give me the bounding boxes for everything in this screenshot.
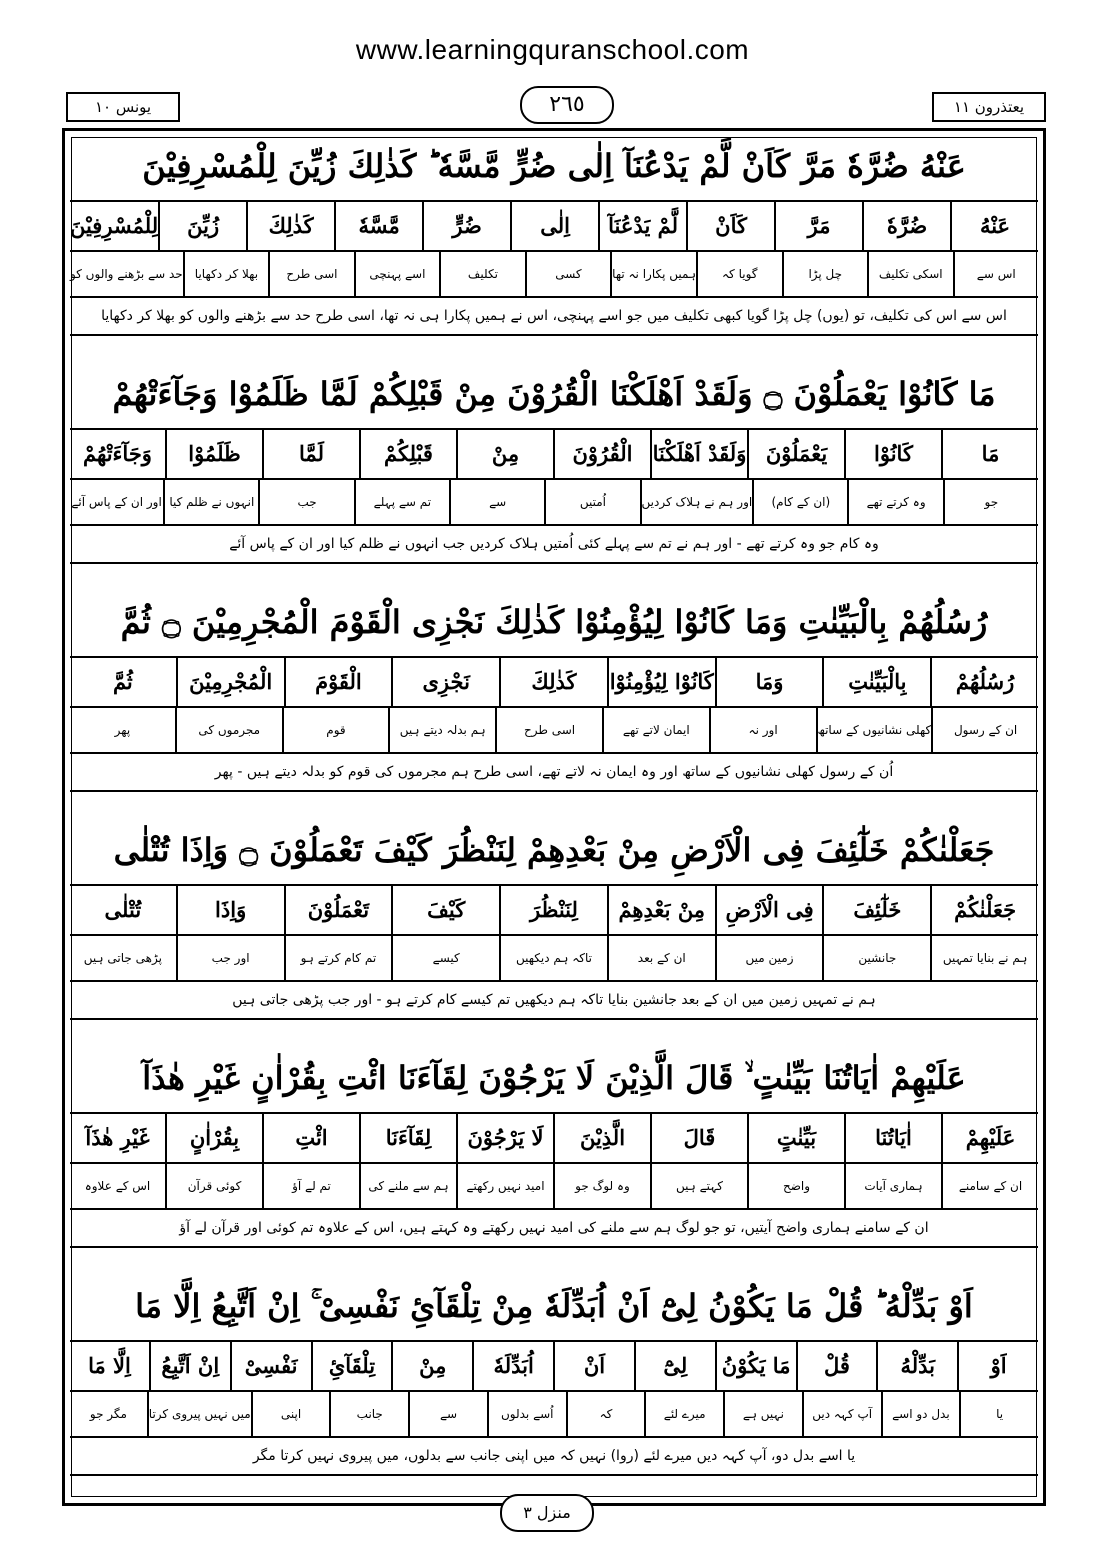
urdu-meaning-cell: جانب bbox=[329, 1392, 408, 1436]
arabic-word-cell: لِقَآءَنَا bbox=[359, 1114, 456, 1162]
urdu-meaning-cell: کھلی نشانیوں کے ساتھ bbox=[816, 708, 932, 752]
urdu-meaning-cell: اس کے علاوہ bbox=[84, 1179, 151, 1193]
urdu-meaning-cell: اس سے bbox=[953, 252, 1039, 296]
arabic-word-cell: مِنْ بَعْدِهِمْ bbox=[607, 886, 715, 934]
urdu-meaning-cell: گویا کہ bbox=[696, 252, 782, 296]
urdu-meaning-cell: یا bbox=[959, 1392, 1038, 1436]
urdu-meaning-cell: تم سے پہلے bbox=[354, 480, 449, 524]
arabic-word-cell: مِنْ bbox=[456, 430, 553, 478]
arabic-word-cell: ثُمَّ bbox=[112, 669, 133, 694]
arabic-word-cell: عَلَيْهِمْ bbox=[941, 1114, 1038, 1162]
urdu-meaning-cell: اسی طرح bbox=[495, 708, 602, 752]
arabic-word-cell: تُتْلٰى bbox=[104, 897, 142, 922]
arabic-verse-line: مَا كَانُوْا يَعْمَلُوْنَ ۝ وَلَقَدْ اَهْلَكْنَا الْقُرُوْنَ مِنْ قَبْلِكُمْ لَمَّا ظَلَمُوْا وَجَآءَتْهُمْ bbox=[112, 375, 996, 413]
urdu-meaning-cell: زمین میں bbox=[715, 936, 823, 980]
urdu-meaning-cell: سے bbox=[449, 480, 544, 524]
urdu-meaning-cell: انہوں نے ظلم کیا bbox=[163, 480, 258, 524]
urdu-meaning-cell: قوم bbox=[282, 708, 389, 752]
translation-text: ان کے سامنے ہماری واضح آیتیں، تو جو لوگ ہم سے ملنے کی امید نہیں رکھتے وہ کہتے ہیں، اس کے علاوہ تم کوئی اور قرآن لے آؤ bbox=[179, 1220, 929, 1236]
arabic-verse-line: اَوْ بَدِّلْهُ ؕ قُلْ مَا يَكُوْنُ لِىْٓ اَنْ اُبَدِّلَهٗ مِنْ تِلْقَآئِ نَفْسِىْ ۚ اِنْ اَتَّبِعُ اِلَّا مَا bbox=[135, 1287, 973, 1325]
urdu-meaning-cell: کہتے ہیں bbox=[650, 1164, 747, 1208]
urdu-meaning-cell: کیسے bbox=[391, 936, 499, 980]
urdu-meaning-cell: امید نہیں رکھتے bbox=[456, 1164, 553, 1208]
arabic-word-cell: مَا bbox=[941, 430, 1038, 478]
urdu-meaning-cell: میرے لئے bbox=[644, 1392, 723, 1436]
arabic-word-cell: نَفْسِىْ bbox=[230, 1342, 311, 1390]
word-row bbox=[70, 1112, 1038, 1162]
arabic-word-cell: وَاِذَا bbox=[176, 886, 284, 934]
urdu-meaning-cell: اسی طرح bbox=[268, 252, 354, 296]
urdu-meaning-cell: جو bbox=[943, 480, 1038, 524]
arabic-verse-line: رُسُلُهُمْ بِالْبَيِّنٰتِ وَمَا كَانُوْا لِيُؤْمِنُوْا كَذٰلِكَ نَجْزِى الْقَوْمَ الْمُجْرِمِيْنَ ۝ ثُمَّ bbox=[120, 603, 988, 641]
arabic-word-cell: مَرَّ bbox=[774, 202, 862, 250]
urdu-meaning-cell: اور نہ bbox=[709, 708, 816, 752]
translation-text: اُن کے رسول کھلی نشانیوں کے ساتھ اور وہ ایمان نہ لاتے تھے، اسی طرح ہم مجرموں کی قوم کو بدلہ دیتے ہیں - پھر bbox=[214, 764, 894, 780]
arabic-word-cell: اِلٰى bbox=[510, 202, 598, 250]
urdu-meaning-cell: (ان کے کام) bbox=[752, 480, 847, 524]
arabic-word-cell: بَدِّلْهُ bbox=[876, 1342, 957, 1390]
arabic-word-cell: لِلْمُسْرِفِيْنَ bbox=[69, 213, 159, 238]
translation-text: ہم نے تمہیں زمین میں ان کے بعد جانشین بنایا تاکہ ہم دیکھیں تم کیسے کام کرتے ہو - اور جب پڑھی جاتی ہیں bbox=[232, 992, 876, 1008]
arabic-word-cell: نَجْزِى bbox=[391, 658, 499, 706]
arabic-word-cell: ظَلَمُوْا bbox=[165, 430, 262, 478]
arabic-word-cell: وَلَقَدْ اَهْلَكْنَا bbox=[650, 430, 747, 478]
urdu-meaning-cell: ہم بدلہ دیتے ہیں bbox=[388, 708, 495, 752]
urdu-meaning-cell: ان کے بعد bbox=[607, 936, 715, 980]
urdu-meaning-cell: اُسے بدلوں bbox=[487, 1392, 566, 1436]
chapter-label-right: يعتذرون ١١ bbox=[932, 92, 1046, 122]
urdu-meaning-cell: اسکی تکلیف bbox=[867, 252, 953, 296]
arabic-word-cell: ضُرٍّ bbox=[422, 202, 510, 250]
arabic-word-cell: خَلٰٓئِفَ bbox=[822, 886, 930, 934]
meaning-row bbox=[70, 478, 1038, 524]
arabic-word-cell: عَنْهُ bbox=[950, 202, 1038, 250]
urdu-meaning-cell: ان کے رسول bbox=[931, 708, 1038, 752]
urdu-meaning-cell: مگر جو bbox=[89, 1407, 127, 1421]
arabic-word-cell: الْمُجْرِمِيْنَ bbox=[176, 658, 284, 706]
arabic-word-cell: اِلَّا مَا bbox=[88, 1353, 131, 1378]
arabic-verse-line: جَعَلْنٰكُمْ خَلٰٓئِفَ فِى الْاَرْضِ مِنْ بَعْدِهِمْ لِنَنْظُرَ كَيْفَ تَعْمَلُوْنَ ۝ وَاِذَا تُتْلٰى bbox=[113, 831, 995, 869]
urdu-meaning-cell: کوئی قرآن bbox=[165, 1164, 262, 1208]
arabic-word-cell: ائْتِ bbox=[262, 1114, 359, 1162]
urdu-meaning-cell: تم کام کرتے ہو bbox=[284, 936, 392, 980]
arabic-word-cell: قَالَ bbox=[650, 1114, 747, 1162]
arabic-word-cell: زُيِّنَ bbox=[158, 202, 246, 250]
arabic-word-cell: الَّذِيْنَ bbox=[553, 1114, 650, 1162]
urdu-meaning-cell: میں نہیں پیروی کرتا bbox=[147, 1392, 251, 1436]
urdu-meaning-cell: وہ لوگ جو bbox=[553, 1164, 650, 1208]
urdu-meaning-cell: اور ہم نے ہلاک کردیں bbox=[640, 480, 753, 524]
site-url: www.learningquranschool.com bbox=[355, 34, 750, 65]
urdu-meaning-cell: نہیں ہے bbox=[723, 1392, 802, 1436]
meaning-row bbox=[70, 1390, 1038, 1436]
urdu-meaning-cell: کسی bbox=[525, 252, 611, 296]
urdu-meaning-cell: واضح bbox=[747, 1164, 844, 1208]
arabic-word-cell: اَوْ bbox=[957, 1342, 1038, 1390]
word-row bbox=[70, 428, 1038, 478]
arabic-word-cell: وَجَآءَتْهُمْ bbox=[83, 441, 152, 466]
arabic-word-cell: كَيْفَ bbox=[391, 886, 499, 934]
arabic-word-cell: تَعْمَلُوْنَ bbox=[284, 886, 392, 934]
arabic-verse-line: عَنْهُ ضُرَّهٗ مَرَّ كَاَنْ لَّمْ يَدْعُنَآ اِلٰى ضُرٍّ مَّسَّهٗ ؕ كَذٰلِكَ زُيِّنَ لِلْمُسْرِفِيْنَ bbox=[142, 147, 966, 185]
word-row bbox=[70, 656, 1038, 706]
arabic-word-cell: فِى الْاَرْضِ bbox=[715, 886, 823, 934]
arabic-word-cell: ضُرَّهٗ bbox=[862, 202, 950, 250]
arabic-word-cell: لَمَّا bbox=[262, 430, 359, 478]
urdu-meaning-cell: اسے پہنچی bbox=[354, 252, 440, 296]
urdu-meaning-cell: کہ bbox=[566, 1392, 645, 1436]
urdu-meaning-cell: اُمتیں bbox=[544, 480, 639, 524]
surah-label-left: يونس ١٠ bbox=[66, 92, 180, 122]
arabic-word-cell: وَمَا bbox=[715, 658, 823, 706]
urdu-translation-line bbox=[70, 752, 1038, 792]
urdu-meaning-cell: پڑھی جاتی ہیں bbox=[83, 951, 162, 965]
arabic-word-cell: يَعْمَلُوْنَ bbox=[747, 430, 844, 478]
urdu-meaning-cell: تکلیف bbox=[439, 252, 525, 296]
arabic-word-cell: لِنَنْظُرَ bbox=[499, 886, 607, 934]
word-row bbox=[70, 884, 1038, 934]
arabic-word-cell: بِالْبَيِّنٰتِ bbox=[822, 658, 930, 706]
urdu-meaning-cell: ہمیں پکارا نہ تھا bbox=[610, 252, 696, 296]
urdu-meaning-cell: جب bbox=[258, 480, 353, 524]
urdu-meaning-cell: وہ کرتے تھے bbox=[847, 480, 942, 524]
urdu-meaning-cell: بدل دو اسے bbox=[881, 1392, 960, 1436]
arabic-word-cell: جَعَلْنٰكُمْ bbox=[930, 886, 1038, 934]
arabic-word-cell: اٰيَاتُنَا bbox=[844, 1114, 941, 1162]
urdu-translation-line bbox=[70, 296, 1038, 336]
urdu-meaning-cell: حد سے بڑھنے والوں کو bbox=[69, 267, 183, 281]
arabic-word-cell: غَيْرِ هٰذَآ bbox=[85, 1125, 150, 1150]
arabic-word-cell: لِىْٓ bbox=[634, 1342, 715, 1390]
arabic-word-cell: كَانُوْا bbox=[844, 430, 941, 478]
arabic-word-cell: تِلْقَآئِ bbox=[311, 1342, 392, 1390]
urdu-translation-line bbox=[70, 980, 1038, 1020]
word-row bbox=[70, 1340, 1038, 1390]
meaning-row bbox=[70, 934, 1038, 980]
urdu-translation-line bbox=[70, 1208, 1038, 1248]
page-number: ٢٦٥ bbox=[520, 86, 614, 124]
urdu-meaning-cell: چل پڑا bbox=[782, 252, 868, 296]
urdu-meaning-cell: ہم سے ملنے کی bbox=[359, 1164, 456, 1208]
arabic-word-cell: الْقُرُوْنَ bbox=[553, 430, 650, 478]
arabic-word-cell: كَذٰلِكَ bbox=[246, 202, 334, 250]
translation-text: یا اسے بدل دو، آپ کہہ دیں میرے لئے (روا) نہیں کہ میں اپنی جانب سے بدلوں، میں پیروی نہیں کرتا مگر bbox=[252, 1448, 856, 1464]
arabic-word-cell: كَانُوْا لِيُؤْمِنُوْا bbox=[607, 658, 715, 706]
urdu-meaning-cell: تم لے آؤ bbox=[262, 1164, 359, 1208]
urdu-meaning-cell: بھلا کر دکھایا bbox=[183, 252, 269, 296]
urdu-meaning-cell: جانشین bbox=[822, 936, 930, 980]
arabic-word-cell: مَا يَكُوْنُ bbox=[715, 1342, 796, 1390]
arabic-word-cell: بَيِّنٰتٍ bbox=[747, 1114, 844, 1162]
arabic-word-cell: مَّسَّهٗ bbox=[334, 202, 422, 250]
urdu-meaning-cell: تاکہ ہم دیکھیں bbox=[499, 936, 607, 980]
arabic-word-cell: كَذٰلِكَ bbox=[499, 658, 607, 706]
meaning-row bbox=[70, 250, 1038, 296]
arabic-word-cell: اُبَدِّلَهٗ bbox=[472, 1342, 553, 1390]
translation-text: وہ کام جو وہ کرتے تھے - اور ہم نے تم سے پہلے کئی اُمتیں ہلاک کردیں جب انہوں نے ظلم کیا اور ان کے پاس آئے bbox=[229, 536, 879, 552]
urdu-meaning-cell: اور ان کے پاس آئے bbox=[71, 495, 162, 509]
urdu-meaning-cell: ان کے سامنے bbox=[941, 1164, 1038, 1208]
arabic-word-cell: اِنْ اَتَّبِعُ bbox=[149, 1342, 230, 1390]
arabic-word-cell: اَنْ bbox=[553, 1342, 634, 1390]
urdu-meaning-cell: سے bbox=[408, 1392, 487, 1436]
arabic-word-cell: لَّمْ يَدْعُنَآ bbox=[598, 202, 686, 250]
urdu-meaning-cell: پھر bbox=[114, 723, 131, 737]
urdu-translation-line bbox=[70, 1436, 1038, 1476]
meaning-row bbox=[70, 1162, 1038, 1208]
urdu-meaning-cell: مجرموں کی bbox=[175, 708, 282, 752]
urdu-meaning-cell: ایمان لاتے تھے bbox=[602, 708, 709, 752]
urdu-meaning-cell: آپ کہہ دیں bbox=[802, 1392, 881, 1436]
arabic-word-cell: قُلْ bbox=[796, 1342, 877, 1390]
urdu-meaning-cell: ہماری آیات bbox=[844, 1164, 941, 1208]
urdu-translation-line bbox=[70, 524, 1038, 564]
arabic-word-cell: كَاَنْ bbox=[686, 202, 774, 250]
urdu-meaning-cell: اپنی bbox=[251, 1392, 330, 1436]
manzil-label: منزل ٣ bbox=[500, 1494, 594, 1532]
urdu-meaning-cell: اور جب bbox=[176, 936, 284, 980]
word-row bbox=[70, 200, 1038, 250]
meaning-row bbox=[70, 706, 1038, 752]
arabic-word-cell: رُسُلُهُمْ bbox=[930, 658, 1038, 706]
arabic-word-cell: بِقُرْاٰنٍ bbox=[165, 1114, 262, 1162]
arabic-verse-line: عَلَيْهِمْ اٰيَاتُنَا بَيِّنٰتٍ ۙ قَالَ الَّذِيْنَ لَا يَرْجُوْنَ لِقَآءَنَا ائْتِ بِقُرْاٰنٍ غَيْرِ هٰذَآ bbox=[142, 1059, 966, 1097]
arabic-word-cell: قَبْلِكُمْ bbox=[359, 430, 456, 478]
translation-text: اس سے اس کی تکلیف، تو (یوں) چل پڑا گویا کبھی تکلیف میں جو اسے پہنچی، اس نے ہمیں پکارا ہی نہ تھا، اسی طرح حد سے بڑھنے والوں کو بھلا کر دکھایا bbox=[101, 308, 1007, 324]
arabic-word-cell: مِنْ bbox=[391, 1342, 472, 1390]
urdu-meaning-cell: ہم نے بنایا تمہیں bbox=[930, 936, 1038, 980]
arabic-word-cell: لَا يَرْجُوْنَ bbox=[456, 1114, 553, 1162]
arabic-word-cell: الْقَوْمَ bbox=[284, 658, 392, 706]
